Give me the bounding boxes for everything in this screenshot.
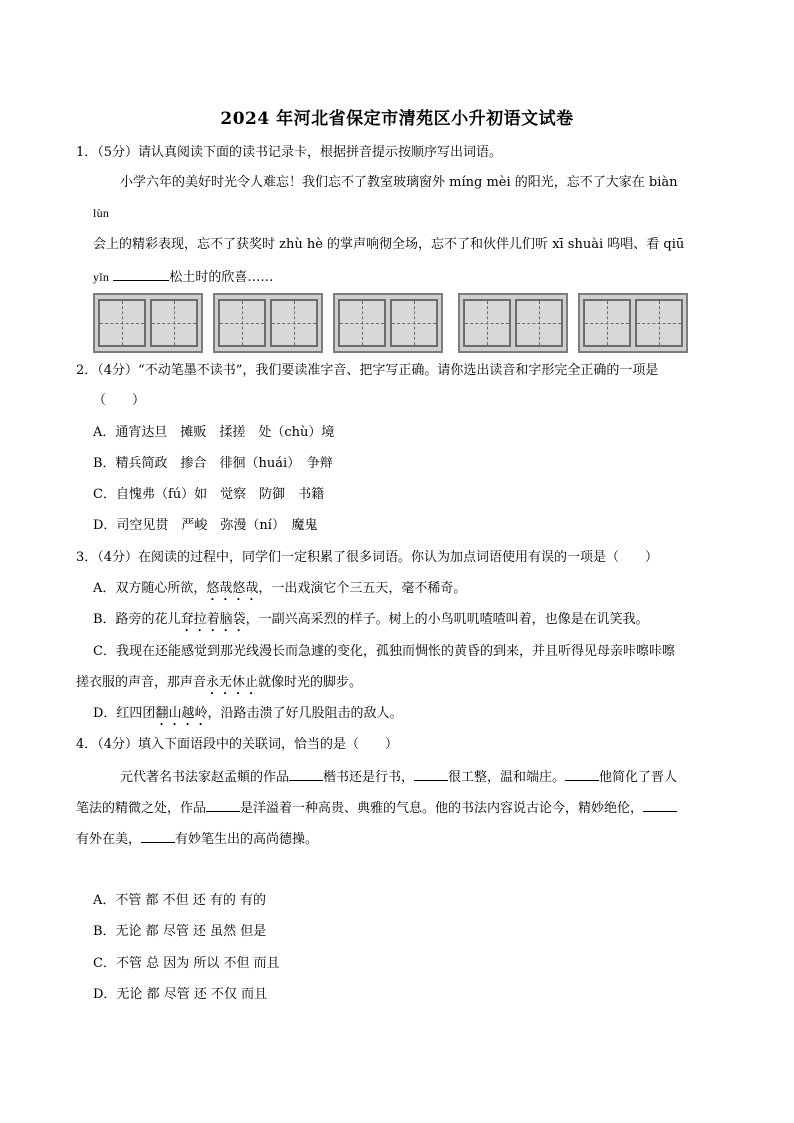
q1-passage-line-3: 会上的精彩表现，忘不了获奖时 zhù hè 的掌声响彻全场，忘不了和伙伴儿们听 xī shuài 呜唱、看 qiū [93,237,685,252]
q4-option-d[interactable]: D．无论 都 尽管 还 不仅 而且 [93,987,268,1002]
q1-passage-line-4: yǐn 松土时的欣喜…… [93,266,273,288]
answer-box-3[interactable] [333,293,443,353]
q4-stem: 4．（4分）填入下面语段中的关联词，恰当的是（ ） [76,737,399,752]
q4-blank-1[interactable] [289,766,323,781]
answer-box-2[interactable] [213,293,323,353]
q2-option-d[interactable]: D．司空见贯 严峻 弥漫（ní） 魔鬼 [93,518,318,533]
q2-paren: （ ） [93,393,146,408]
answer-box-1[interactable] [93,293,203,353]
q3-option-c-line-1[interactable]: C．我现在还能感觉到那光线漫长而急遽的变化，孤独而惆怅的黄昏的到来，并且听得见母亲咔嚓咔嚓 [93,644,675,659]
q4-option-a[interactable]: A．不管 都 不但 还 有的 有的 [93,893,267,908]
grid-cell [270,299,318,347]
q2-option-c[interactable]: C．自愧弗（fú）如 觉察 防御 书籍 [93,487,325,502]
q1-passage-line-1: 小学六年的美好时光令人难忘！我们忘不了教室玻璃窗外 míng mèi 的阳光，忘不了大家在 biàn [120,175,678,190]
answer-box-4[interactable] [458,293,568,353]
q1-passage-line-2: lùn [93,206,110,220]
q3-option-d[interactable]: D．红四团翻山越岭，沿路击溃了好几股阻击的敌人。 [93,706,403,721]
q1-pinyin-qiuyin: yǐn [93,270,110,284]
q2-option-b[interactable]: B．精兵简政 掺合 徘徊（huái） 争辩 [93,456,333,471]
answer-box-5[interactable] [578,293,688,353]
grid-cell [150,299,198,347]
q4-blank-6[interactable] [141,828,175,843]
q4-passage-line-3: 有外在美， 有妙笔生出的高尚德操。 [76,828,318,850]
q3-option-a[interactable]: A．双方随心所欲，悠哉悠哉，一出戏演它个三五天，毫不稀奇。 [93,581,467,596]
q4-passage-line-2: 笔法的精微之处，作品 是洋溢着一种高贵、典雅的气息。他的书法内容说古论今，精妙绝伦， [76,797,677,819]
grid-cell [218,299,266,347]
q2-stem: 2．（4分）“不动笔墨不读书”，我们要读准字音、把字写正确。请你选出读音和字形完全正确的一项是 [76,363,659,378]
q2-option-a[interactable]: A．通宵达旦 摊贩 揉搓 处（chù）境 [93,425,335,440]
grid-cell [98,299,146,347]
q4-option-b[interactable]: B．无论 都 尽管 还 虽然 但是 [93,924,267,939]
q4-blank-2[interactable] [414,766,448,781]
q3-option-c-line-2[interactable]: 搓衣服的声音，那声音永无休止就像时光的脚步。 [76,675,363,690]
grid-cell [463,299,511,347]
grid-cell [515,299,563,347]
q4-option-c[interactable]: C．不管 总 因为 所以 不但 而且 [93,956,280,971]
q3-dotted-word: 翻山越岭 [155,706,208,721]
answer-grid [93,293,693,353]
q3-stem: 3．（4分）在阅读的过程中，同学们一定积累了很多词语。你认为加点词语使用有误的一项是（ ） [76,550,659,565]
q1-blank[interactable] [113,266,169,281]
grid-cell [338,299,386,347]
grid-cell [390,299,438,347]
q3-dotted-word: 悠哉悠哉 [206,581,259,596]
q4-blank-4[interactable] [206,797,240,812]
grid-cell [635,299,683,347]
q3-option-b[interactable]: B．路旁的花儿耷拉着脑袋，一副兴高采烈的样子。树上的小鸟叽叽喳喳叫着，也像是在讥笑我。 [93,612,649,627]
page-title: 2024 年河北省保定市清苑区小升初语文试卷 [220,109,574,129]
q4-passage-line-1: 元代著名书法家赵孟頫的作品 楷书还是行书， 很工整，温和端庄。 他简化了晋人 [120,766,677,788]
grid-cell [583,299,631,347]
q1-stem: 1．（5分）请认真阅读下面的读书记录卡，根据拼音提示按顺序写出词语。 [76,145,503,160]
q4-blank-3[interactable] [565,766,599,781]
q4-blank-5[interactable] [643,797,677,812]
q3-dotted-word: 耷拉着脑袋 [180,612,246,627]
q3-dotted-word: 永无休止 [206,675,259,690]
